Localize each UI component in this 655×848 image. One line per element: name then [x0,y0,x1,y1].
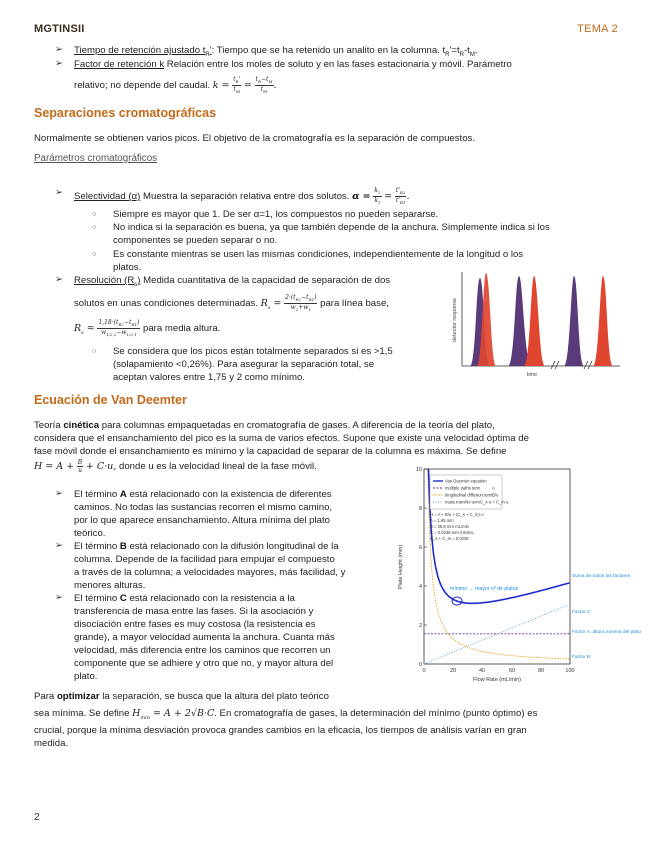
peaks-y-label: detector response [452,297,458,343]
vd-y-label: Plate Height (mm) [398,544,404,590]
vd-y-tick: 8 [418,506,422,512]
selectivity-sub-1: Siempre es mayor que 1. De ser α=1, los compuestos no pueden separarse. [113,209,439,220]
bullet-resolution-line3: $R_s$ = $\frac{1,18\cdot(t_{R2}-t_{R1})}{w_{1/2,2}-w_{1/2,1}}$ para media altura. [74,319,221,338]
peaks-x-label: time [526,372,538,378]
vd-x-tick: 0 [422,668,426,674]
vd-legend-label: multiple paths term [445,485,481,491]
selectivity-sub-3b: platos. [113,262,142,273]
vd-x-tick: 40 [478,668,486,674]
subtitle-parametros: Parámetros cromatográficos [34,153,158,164]
axis-break-mark [555,361,559,369]
axis-break-mark [584,361,588,369]
term-c-line2: transferencia de masa entre las fases. Si la asociación y [74,606,314,617]
vd-y-tick: 4 [418,584,422,590]
peaks-figure [450,268,622,382]
term-b-line3: a través de la columna; a velocidades mayores, más facilidad, y [74,567,346,578]
vd-label-a: Factor A: altura mínima del plato [572,630,642,635]
peak-purple-3 [564,276,584,366]
bullet-selectivity: Selectividad (α) Muestra la separación relativa entre dos solutos. α = $\frac{k_2}{k_1}$ = $\frac{t'_{R2}}{t'_{R1}}$ . [74,187,410,206]
term-a-line2: caminos. No todas las sustancias recorren el mismo camino, [74,502,333,513]
bullet-resolution: Resolución $(R_s)$ Medida cuantitativa de la capacidad de separación de dos [74,275,391,288]
term-a-line1: El término A está relacionado con la existencia de diferentes [74,489,332,500]
term-c-line4: grande), a mayor velocidad aumenta la anchura. Cuanta más [74,632,335,643]
resolution-sub-1: Se considera que los picos están totalmente separados si es >1,5 [113,346,393,357]
arrow-bullet-icon: ➢ [55,187,63,198]
arrow-bullet-icon: ➢ [55,274,63,285]
axis-break-mark [588,361,592,369]
optimize-line2: sea mínima. Se define $H_{min} = A + 2√B\cdot C$. En cromatografía de gases, la determinación del mínimo (punto óptimo) es [34,708,538,721]
term-c-line7: plato. [74,671,98,682]
bullet-retention-factor: Factor de retención k Relación entre los moles de soluto y en las fases estacionaria y móvil. Parámetro [74,59,512,70]
term-c-line6: componente que se adhiere y otro que no, y mayor altura del [74,658,334,669]
vd-legend-label: mass transfer term [445,499,480,505]
vd-legend-term: C_s·u + C_m·u [480,499,509,505]
term-c-line3: disociación entre fases es muy costosa (la resistencia es [74,619,316,630]
axis-break-mark [551,361,555,369]
vd-x-tick: 100 [565,668,575,674]
page-number: 2 [34,812,40,823]
selectivity-sub-3: Es constante mientras se usen las mismas condiciones, independientemente de la longitud o los [113,249,524,260]
bullet-retention-factor-line2: relativo; no depende del caudal. k = $\frac{t_R'}{t_M}$ = $\frac{t_R-t_M}{t_M}$ . [74,76,277,95]
circle-bullet-icon: ○ [92,251,97,258]
vd-label-b: Factor B [572,655,591,660]
vd-paragraph-1: Teoría cinética para columnas empaquetadas en cromatografía de gases. A diferencia de la teoría del plato, [34,420,495,431]
resolution-sub-2: (solapamiento <0,26%). Para asegurar la separación total, se [113,359,375,370]
retention-term: Tiempo de retención ajustado t [74,45,206,56]
arrow-bullet-icon: ➢ [55,540,63,551]
vd-legend-term: B/u [492,492,499,498]
term-c-line5: velocidad, más diferencia entre los caminos que recorren un [74,645,331,656]
vd-min-label: mínimo → mayor nº de platos [450,586,519,592]
term-a-line3: por lo que aparece ensanchamiento. Altura mínima del plato [74,515,330,526]
peak-red-3 [593,276,613,366]
vd-y-tick: 10 [415,467,422,473]
selectivity-sub-2b: componentes se pueden separar o no. [113,235,278,246]
arrow-bullet-icon: ➢ [55,44,63,55]
term-a-line4: teórico. [74,528,106,539]
vd-param: C_s + C_m = 0.0236 [430,536,469,541]
circle-bullet-icon: ○ [92,211,97,218]
vd-paragraph-2: considera que el ensanchamiento del pico es la suma de varios efectos. Supone que existe una velocidad óptima de [34,433,529,444]
section-title-van-deemter: Ecuación de Van Deemter [34,393,187,407]
optimize-line3: crucial, porque la mínima desviación provoca grandes cambios en la eficacia, los tiempos de análisis varían en gran [34,725,527,736]
vd-x-tick: 80 [537,668,545,674]
bullet-resolution-line2: solutos en unas condiciones determinadas. $R_s$ = $\frac{2\cdot(t_{R2}-t_{R1})}{w_2+w_1}$ para línea base, [74,294,389,313]
vd-legend-label: Van Deemter equation [445,478,487,484]
vd-x-label: Flow Rate (mL/min) [473,677,521,683]
vd-legend-term: A [492,485,495,491]
bullet-retention-time: Tiempo de retención ajustado $t_R'$: Tiempo que se ha retenido un analito en la columna. $t_R'=t_R-t_M$. [74,45,478,58]
van-deemter-figure [394,463,642,688]
arrow-bullet-icon: ➢ [55,592,63,603]
vd-param: B = 25.8 mm·mL/min [430,524,469,529]
selectivity-sub-2: No indica si la separación es buena, ya que también depende de la anchura. Simplemente indica si los [113,222,550,233]
resolution-sub-3: aceptan valores entre 1,75 y 2 como mínimo. [113,372,305,383]
vd-label-c: Factor C [572,610,591,615]
header-right: TEMA 2 [577,23,618,35]
vd-x-tick: 20 [449,668,457,674]
vd-param: A = 1.65 mm [430,518,454,523]
term-b-line1: El término B está relacionado con la difusión longitudinal de la [74,541,339,552]
separaciones-intro: Normalmente se obtienen varios picos. El objetivo de la cromatografía es la separación de compuestos. [34,133,476,144]
circle-bullet-icon: ○ [92,224,97,231]
vd-y-tick: 2 [418,623,422,629]
vd-param: H = A + B/u + (C_s + C_m)·u [430,512,484,517]
term-c-line1: El término C está relacionado con la resistencia a la [74,593,295,604]
arrow-bullet-icon: ➢ [55,58,63,69]
vd-param: C = 0.0236 mm·min/mL [430,530,474,535]
vd-y-tick: 6 [418,545,422,551]
arrow-bullet-icon: ➢ [55,488,63,499]
header-left: MGTINSII [34,23,85,35]
circle-bullet-icon: ○ [92,348,97,355]
term-b-line4: menores alturas. [74,580,146,591]
vd-legend-label: longitudinal diffusion term [445,492,493,498]
vd-label-sum: Suma de todos los factores [572,574,631,579]
section-title-separaciones: Separaciones cromatográficas [34,106,217,120]
vd-paragraph-4: H = A + $\frac{B}{u}$ + C·u, donde u es la velocidad lineal de la fase móvil. [34,459,317,474]
vd-x-tick: 60 [508,668,516,674]
optimize-line1: Para optimizar la separación, se busca que la altura del plato teórico [34,691,329,702]
optimize-line4: medida. [34,738,69,749]
vd-paragraph-3: fase móvil donde el ensanchamiento es mínimo y la capacidad de separar de la columna es máxima. Se define [34,446,507,457]
term-b-line2: columna. Depende de la facilidad para empujar el compuesto [74,554,335,565]
vd-y-tick: 0 [418,662,422,668]
